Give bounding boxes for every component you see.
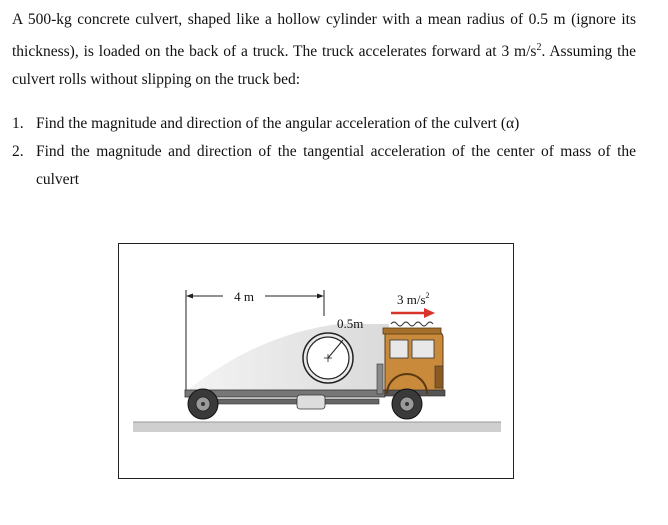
cab-window-front — [412, 340, 434, 358]
cab-window-rear — [390, 340, 408, 358]
question-text-2: Find the magnitude and direction of the tangential acceleration of the center of mass of the culvert — [36, 143, 636, 188]
ground — [133, 422, 501, 432]
intro-text-2: . Assuming the culvert rolls without slipping on the truck bed: — [12, 43, 637, 89]
dimension-arrow-left — [186, 294, 193, 299]
question-item-1 — [12, 110, 636, 138]
question-number-1: 1. — [12, 115, 24, 132]
question-text-1: Find the magnitude and direction of the angular acceleration of the culvert (α) — [36, 115, 520, 132]
background-shading — [189, 324, 389, 394]
acceleration-label: 3 $m/s^2$ — [397, 291, 430, 307]
question-list — [12, 110, 636, 194]
front-wheel — [392, 389, 422, 419]
acceleration-arrowhead — [424, 308, 435, 318]
fuel-tank — [297, 395, 325, 409]
cab-roof — [383, 328, 441, 334]
truck-culvert-figure — [118, 243, 514, 479]
acceleration-squiggle — [391, 322, 433, 326]
question-item-2 — [12, 138, 636, 194]
dimension-arrow-right — [317, 294, 324, 299]
figure-drawing — [119, 244, 513, 478]
question-number-2: 2. — [12, 143, 24, 160]
cab-grille — [435, 366, 443, 388]
intro-text-1: A 500-kg concrete culvert, shaped like a hollow cylinder with a mean radius of 0.5 m (ignore its thickness), is loaded on the back of a truck. The truck accelerates forward at 3 m/s — [12, 11, 636, 61]
intro-exponent: 2 — [536, 42, 542, 53]
bed-front-post — [377, 364, 383, 394]
radius-label: 0.5m — [337, 316, 364, 331]
distance-label: 4 m — [234, 289, 254, 304]
problem-statement — [12, 6, 636, 94]
rear-wheel — [188, 389, 218, 419]
